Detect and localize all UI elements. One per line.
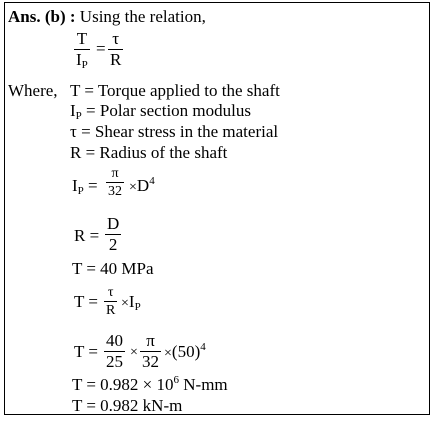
eq-ip-rhs: $\times D^4$ xyxy=(129,175,155,195)
intro-text: Using the relation, xyxy=(75,7,206,26)
answer-label: Ans. (b) : xyxy=(8,7,76,26)
relation-lhs-den: IP xyxy=(76,50,88,71)
eq-t1-fraction: τ R xyxy=(106,285,116,318)
eq-r-fraction: D 2 xyxy=(107,214,120,254)
where-label: Where, xyxy=(8,81,58,100)
eq-ip-fraction: π 32 xyxy=(108,166,122,199)
relation-rhs-fraction xyxy=(108,30,123,69)
result-nmm: $T = 0.982 \times 10^6$ N-mm xyxy=(72,374,228,394)
def-torque: T = Torque applied to the shaft xyxy=(70,81,280,100)
relation-lhs-fraction xyxy=(74,30,90,71)
relation-rhs-den: R xyxy=(110,50,122,69)
answer-box xyxy=(4,2,430,415)
relation-lhs-num: T xyxy=(76,29,88,48)
eq-t2-rhs: $\times(50)^4$ xyxy=(164,341,206,361)
eq-ip-lhs: IP = xyxy=(72,176,98,197)
eq-t1-rhs: ×IP xyxy=(121,292,141,313)
eq-t1-lhs: T = xyxy=(74,292,98,311)
relation-equals: = xyxy=(96,39,106,58)
def-polar-modulus: IP = Polar section modulus xyxy=(70,101,251,122)
intro-line xyxy=(8,7,206,27)
eq-t2-fraction-1: 40 25 xyxy=(106,331,123,371)
eq-t2-lhs: T = xyxy=(74,342,98,361)
eq-r-lhs: R = xyxy=(74,226,100,245)
eq-t2-times-1: × xyxy=(130,345,138,360)
def-radius: R = Radius of the shaft xyxy=(70,143,228,162)
def-shear-stress: τ = Shear stress in the material xyxy=(70,122,279,141)
relation-rhs-num: τ xyxy=(112,29,120,48)
eq-t2-fraction-2: π 32 xyxy=(142,331,159,371)
result-knm: T = 0.982 kN-m xyxy=(72,396,183,415)
eq-t40: T = 40 MPa xyxy=(72,259,154,278)
